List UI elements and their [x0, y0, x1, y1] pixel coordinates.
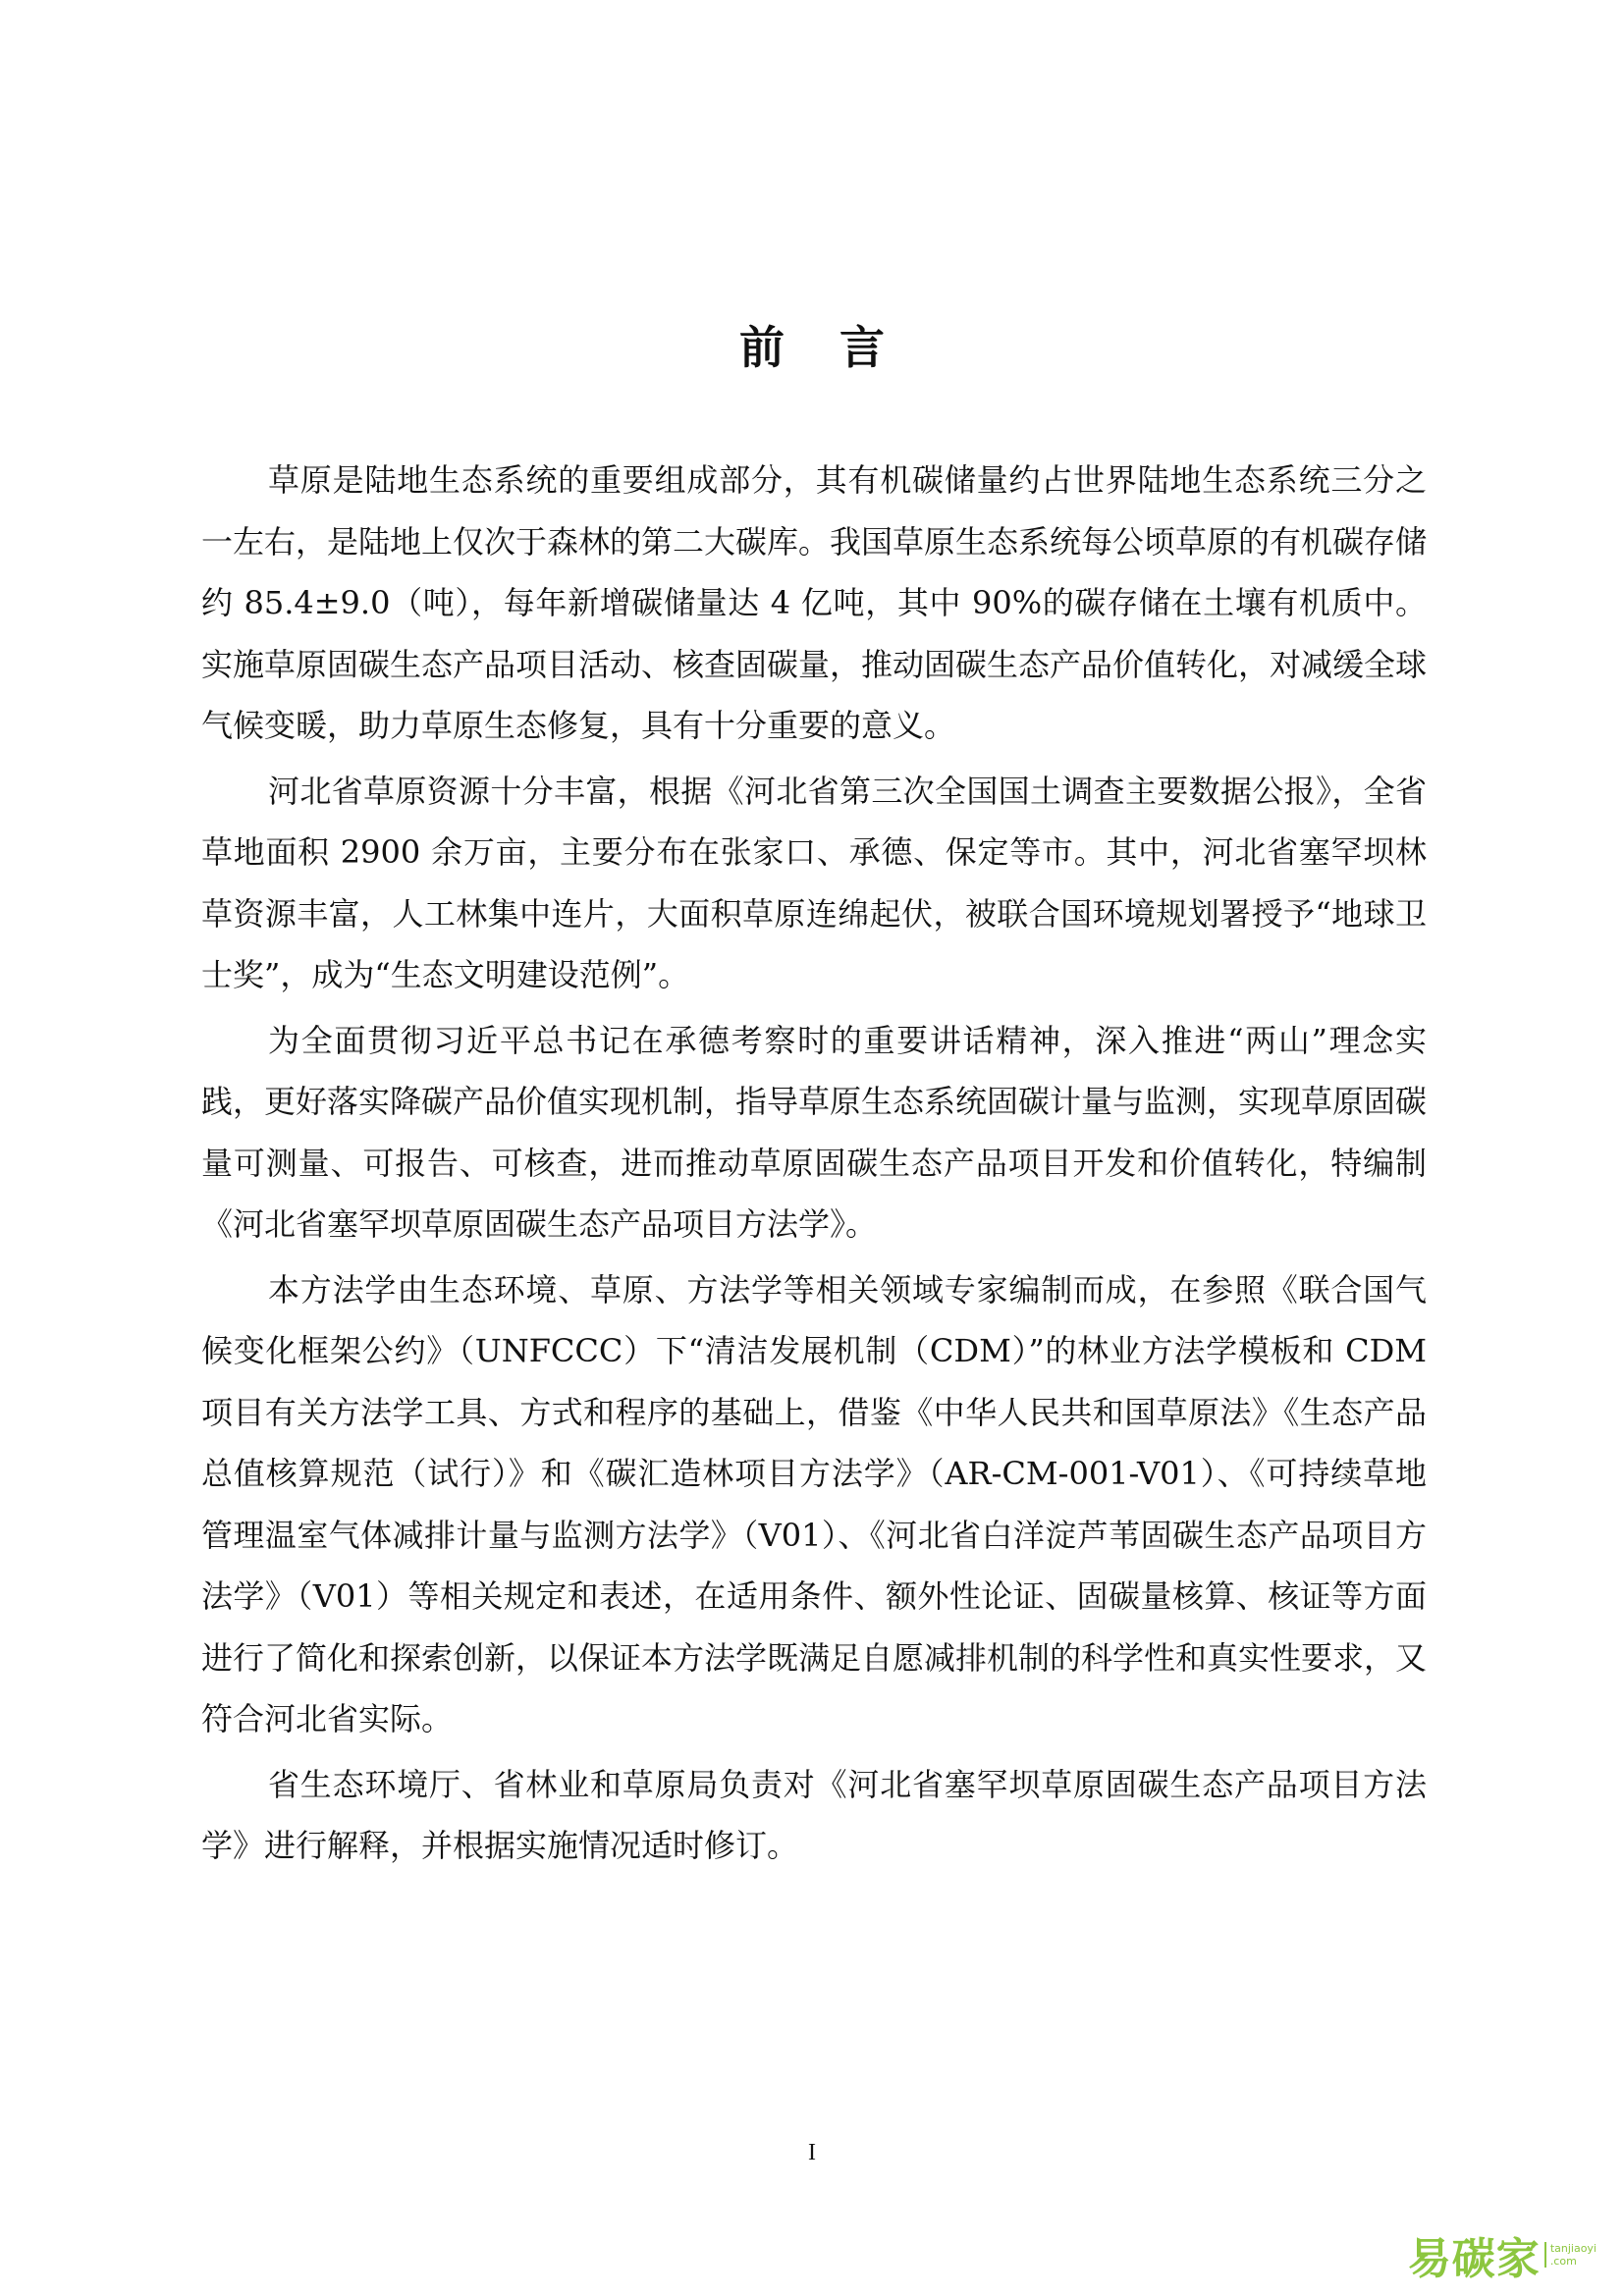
page-title	[0, 312, 1624, 377]
watermark-logo-text: 易碳家	[1407, 2234, 1541, 2284]
watermark-domain-line1: tanjiaoyi	[1549, 2242, 1597, 2255]
preface-body	[201, 450, 1427, 1881]
watermark-domain-line2: .com	[1549, 2255, 1577, 2268]
paragraph-2: 河北省草原资源十分丰富，根据《河北省第三次全国国土调查主要数据公报》，全省草地面积 2900 余万亩，主要分布在张家口、承德、保定等市。其中，河北省塞罕坝林草资源丰富，人工林集中连片，大面积草原连绵起伏，被联合国环境规划署授予“地球卫士奖”，成为“生态文明建设范例”。	[201, 772, 1427, 993]
watermark-domain	[1544, 2242, 1597, 2268]
paragraph-1: 草原是陆地生态系统的重要组成部分，其有机碳储量约占世界陆地生态系统三分之一左右，是陆地上仅次于森林的第二大碳库。我国草原生态系统每公顷草原的有机碳存储约 85.4±9.0（吨），每年新增碳储量达 4 亿吨，其中 90%的碳存储在土壤有机质中。实施草原固碳生态产品项目活动、核查固碳量，推动固碳生态产品价值转化，对减缓全球气候变暖，助力草原生态修复，具有十分重要的意义。	[201, 461, 1428, 744]
title-char-2: 言	[839, 321, 885, 374]
paragraph-5: 省生态环境厅、省林业和草原局负责对《河北省塞罕坝草原固碳生态产品项目方法学》进行解释，并根据实施情况适时修订。	[201, 1765, 1427, 1864]
paragraph-4: 本方法学由生态环境、草原、方法学等相关领域专家编制而成，在参照《联合国气候变化框架公约》（UNFCCC）下“清洁发展机制（CDM）”的林业方法学模板和 CDM 项目有关方法学工具、方式和程序的基础上，借鉴《中华人民共和国草原法》《生态产品总值核算规范（试行）》和《碳汇造林项目方法学》（AR-CM-001-V01）、《可持续草地管理温室气体减排计量与监测方法学》（V01）、《河北省白洋淀芦苇固碳生态产品项目方法学》（V01）等相关规定和表述，在适用条件、额外性论证、固碳量核算、核证等方面进行了简化和探索创新，以保证本方法学既满足自愿减排机制的科学性和真实性要求，又符合河北省实际。	[201, 1270, 1428, 1737]
watermark-logo	[1408, 2223, 1597, 2286]
paragraph-3: 为全面贯彻习近平总书记在承德考察时的重要讲话精神，深入推进“两山”理念实践，更好落实降碳产品价值实现机制，指导草原生态系统固碳计量与监测，实现草原固碳量可测量、可报告、可核查，进而推动草原固碳生态产品项目开发和价值转化，特编制《河北省塞罕坝草原固碳生态产品项目方法学》。	[201, 1021, 1428, 1243]
page-number: I	[808, 2140, 816, 2165]
title-char-1: 前	[739, 321, 785, 374]
